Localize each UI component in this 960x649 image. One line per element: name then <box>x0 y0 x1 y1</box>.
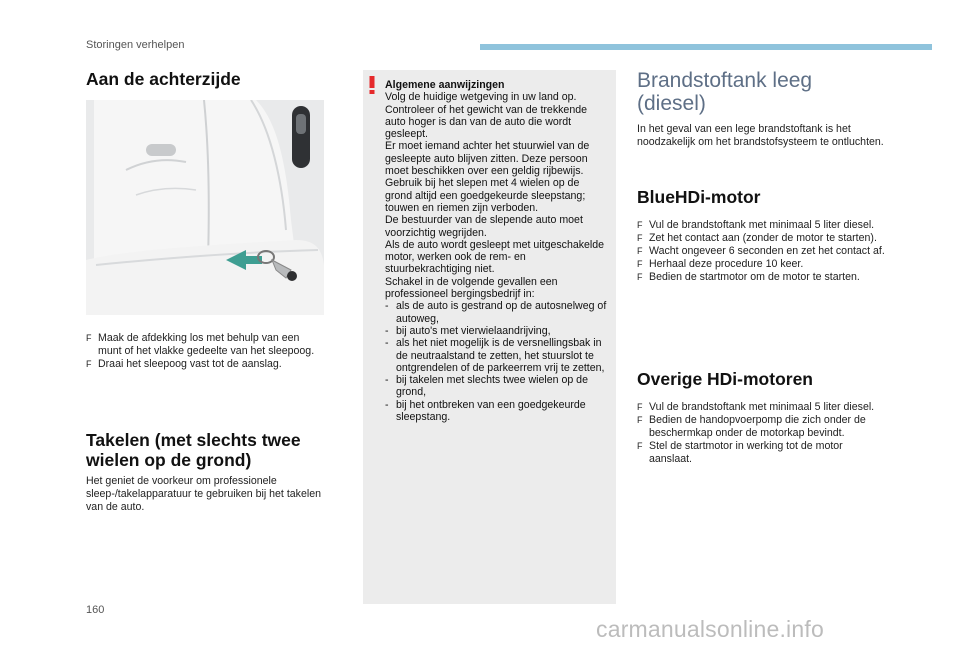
towing-paragraph: Het geniet de voorkeur om professionele sleep-/takelapparatuur te gebruiken bij het takelen van de auto. <box>86 475 321 513</box>
rear-step-item: F Maak de afdekking los met behulp van een munt of het vlakke gedeelte van het sleepoog. <box>86 332 315 357</box>
bullet-icon: F <box>637 402 643 412</box>
rear-step-item: F Draai het sleepoog vast tot de aanslag. <box>86 358 282 370</box>
bluehdi-title: BlueHDi-motor <box>637 187 761 207</box>
rear-steps-list <box>86 332 321 371</box>
bluehdi-step-item: F Vul de brandstoftank met minimaal 5 liter diesel. <box>637 219 875 231</box>
bluehdi-steps-list <box>637 219 887 284</box>
bullet-icon: F <box>637 272 643 282</box>
notice-paragraph: Als de auto wordt gesleept met uitgeschakelde motor, werken ook de rem- en stuurbekrachtiging niet. <box>385 238 605 276</box>
bluehdi-step-item: F Wacht ongeveer 6 seconden en zet het contact af. <box>637 245 885 257</box>
notice-paragraph: Controleer of het gewicht van de trekkende auto hoger is dan van de auto die wordt gesleept. <box>385 103 587 141</box>
towing-section-title: Takelen (met slechts twee wielen op de grond) <box>86 430 301 470</box>
case-item: - bij takelen met slechts twee wielen op de grond, <box>385 374 588 399</box>
notice-paragraph: Volg de huidige wetgeving in uw land op. <box>385 91 577 104</box>
bullet-icon: F <box>86 333 92 343</box>
bullet-icon: F <box>637 233 643 243</box>
section-accent-bar <box>480 44 932 50</box>
notice-paragraph: Gebruik bij het slepen met 4 wielen op de grond altijd een goedgekeurde sleepstang; touwen en riemen zijn verboden. <box>385 177 586 214</box>
page-number: 160 <box>86 604 105 616</box>
hdi-step-item: F Bedien de handopvoerpomp die zich onder de beschermkap onder de motorkap bevindt. <box>637 414 866 439</box>
professional-cases-list <box>385 300 609 423</box>
notice-paragraph: De bestuurder van de slepende auto moet voorzichtig wegrijden. <box>385 214 583 239</box>
bullet-icon: F <box>637 220 643 230</box>
bullet-icon: F <box>637 441 643 451</box>
notice-paragraph: Schakel in de volgende gevallen een professioneel bergingsbedrijf in: <box>385 275 558 301</box>
empty-tank-title: Brandstoftank leeg (diesel) <box>637 69 813 115</box>
section-header: Storingen verhelpen <box>86 39 185 51</box>
case-item: - bij auto's met vierwielaandrijving, <box>385 324 551 337</box>
hdi-step-item: F Stel de startmotor in werking tot de motor aanslaat. <box>637 440 843 465</box>
bullet-icon: F <box>86 359 92 369</box>
bullet-icon: F <box>637 259 643 269</box>
hdi-steps-list <box>637 401 887 466</box>
bluehdi-step-item: F Bedien de startmotor om de motor te starten. <box>637 271 860 283</box>
general-instructions-notice <box>363 70 616 604</box>
rear-section-title: Aan de achterzijde <box>86 69 241 89</box>
bluehdi-step-item: F Zet het contact aan (zonder de motor te starten). <box>637 232 877 244</box>
case-item: - bij het ontbreken van een goedgekeurde sleepstang. <box>385 398 586 424</box>
case-item: - als de auto is gestrand op de autosnelweg of autoweg, <box>385 300 607 325</box>
hdi-title: Overige HDi-motoren <box>637 369 813 389</box>
hdi-step-item: F Vul de brandstoftank met minimaal 5 liter diesel. <box>637 401 875 413</box>
warning-exclamation-icon <box>368 76 376 94</box>
empty-tank-intro: In het geval van een lege brandstoftank is het noodzakelijk om het brandstofsysteem te ontluchten. <box>637 123 884 148</box>
rear-tow-eye-illustration <box>86 100 324 315</box>
bullet-icon: F <box>637 246 643 256</box>
bluehdi-step-item: F Herhaal deze procedure 10 keer. <box>637 258 804 270</box>
notice-paragraph: Er moet iemand achter het stuurwiel van de gesleepte auto blijven zitten. Deze persoon moet beschikken over een geldig rijbewijs. <box>385 140 590 178</box>
watermark: carmanualsonline.info <box>596 616 824 642</box>
bullet-icon: F <box>637 415 643 425</box>
notice-title: Algemene aanwijzingen <box>385 79 505 91</box>
case-item: - als het niet mogelijk is de versnellingsbak in de neutraalstand te zetten, het stuurslot te ontgrendelen of de parkeerrem vrij te zetten, <box>385 337 605 374</box>
